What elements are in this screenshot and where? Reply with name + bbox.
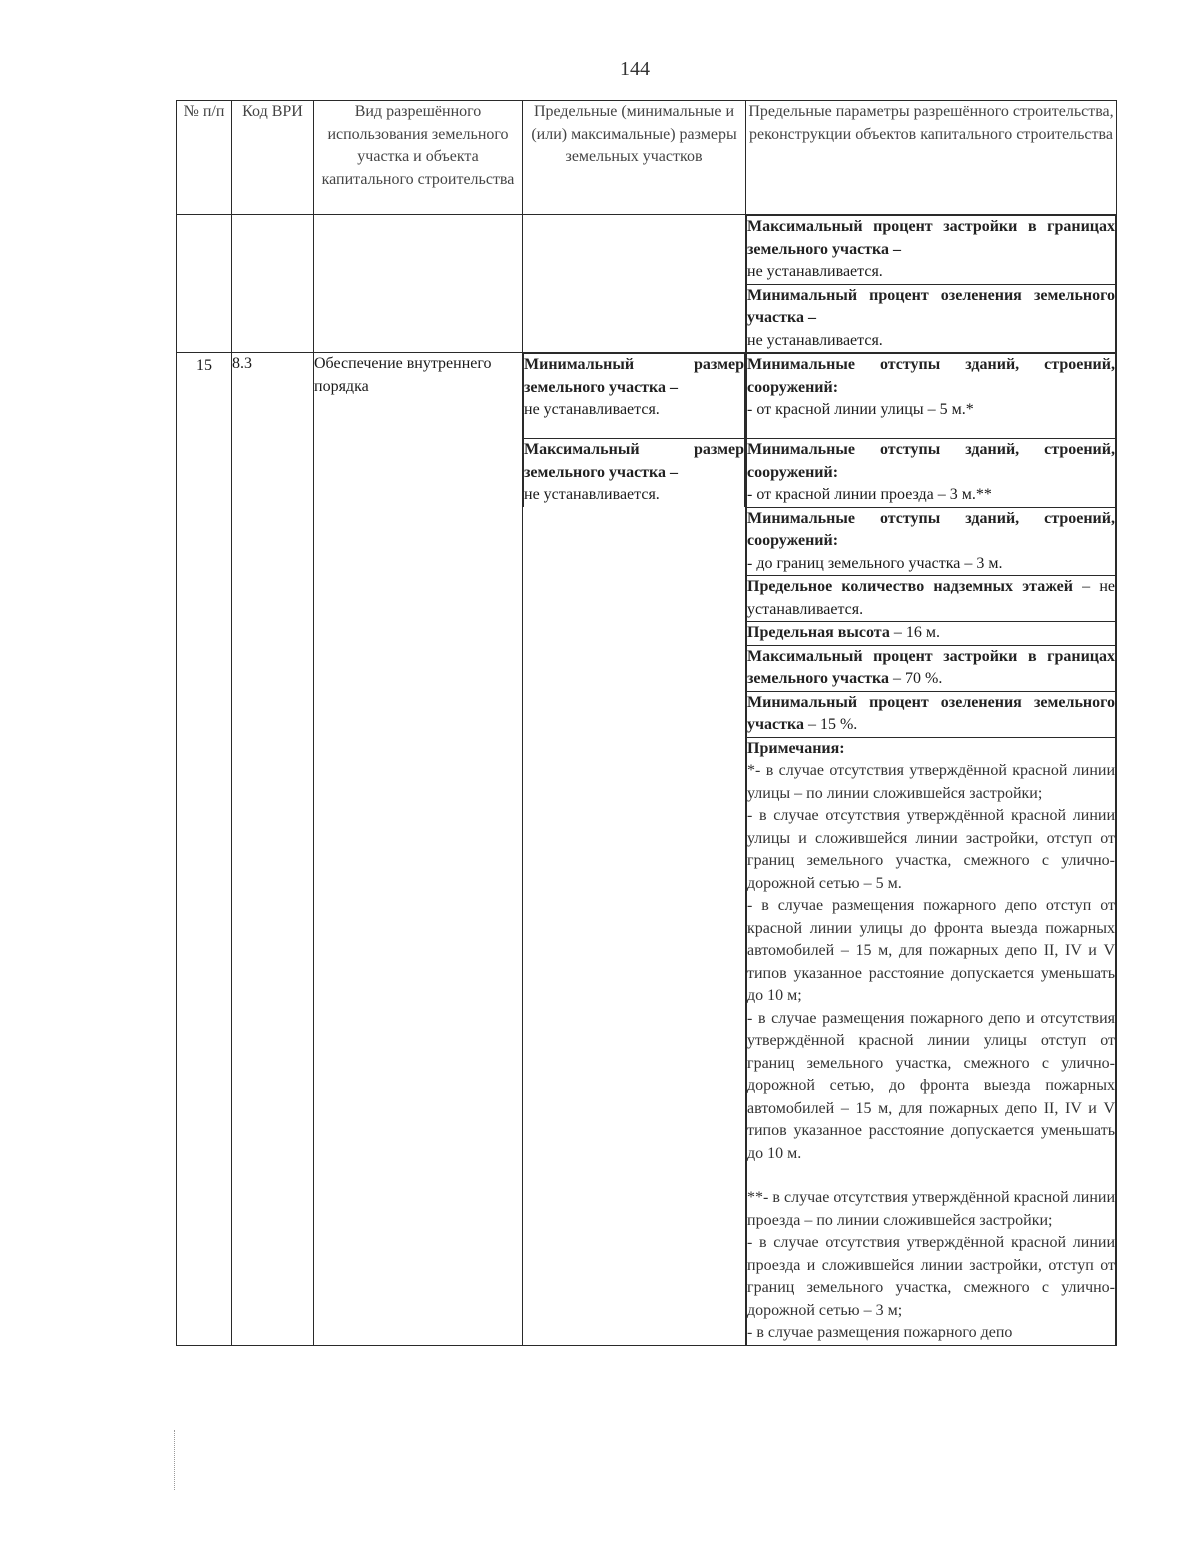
size-label: Минимальный размер земельного участка – <box>524 356 744 396</box>
param-cell <box>747 622 1116 646</box>
header-vid: Вид разрешённого использования земельного участка и объекта капитального строительства <box>314 101 523 215</box>
header-code: Код ВРИ <box>232 101 314 215</box>
param-label: Минимальные отступы зданий, строений, сооружений: <box>747 356 1115 396</box>
note-item: - в случае размещения пожарного депо и отсутствия утверждённой красной линии улицы отступ от границ земельного участка, смежного с улично-дорожной сетью, до фронта выезда пожарных автомобилей – 15 м, для пожарных депо II, IV и V типов указанное расстояние допускается уменьшать до 10 м. <box>747 1009 1115 1162</box>
param-cell <box>747 691 1116 737</box>
param-value: - от красной линии улицы – 5 м.* <box>747 401 974 418</box>
param-cell <box>747 439 1116 508</box>
continuation-row <box>177 215 1117 353</box>
size-value: не устанавливается. <box>524 401 660 418</box>
scan-margin-mark <box>174 1430 176 1490</box>
param-cell <box>747 645 1116 691</box>
param-value: - от красной линии проезда – 3 м.** <box>747 486 992 503</box>
param-label: Минимальные отступы зданий, строений, сооружений: <box>747 441 1115 481</box>
param-value: не устанавливается. <box>747 263 883 280</box>
regulations-table <box>176 100 1117 1346</box>
note-item: - в случае размещения пожарного депо отступ от красной линии улицы до фронта выезда пожарных автомобилей – 15 м, для пожарных депо II, IV и V типов указанное расстояние допускается уменьшать до 10 м; <box>747 897 1115 1004</box>
param-label: Минимальный процент озеленения земельного участка – <box>747 286 1115 326</box>
param-cell <box>747 576 1116 622</box>
param-cell <box>747 507 1116 576</box>
note-item: **- в случае отсутствия утверждённой красной линии проезда – по линии сложившейся застройки; <box>747 1189 1115 1229</box>
param-value: не устанавливается. <box>747 331 883 349</box>
header-num: № п/п <box>177 101 232 215</box>
size-value: не устанавливается. <box>524 486 660 503</box>
row-number: 15 <box>177 353 232 1346</box>
notes-cell <box>747 737 1116 1345</box>
page-number: 144 <box>620 58 650 80</box>
header-params: Предельные параметры разрешённого строительства, реконструкции объектов капитального строительства <box>746 101 1117 215</box>
table-row <box>177 353 1117 1346</box>
row-vid: Обеспечение внутреннего порядка <box>314 353 523 1346</box>
note-item: - в случае отсутствия утверждённой красной линии улицы и сложившейся линии застройки, отступ от границ земельного участка, смежного с улично-дорожной сетью – 5 м. <box>747 807 1115 892</box>
param-label: Минимальный процент озеленения земельного участка <box>747 693 1115 733</box>
param-value: - до границ земельного участка – 3 м. <box>747 554 1003 572</box>
size-label: Максимальный размер земельного участка – <box>524 441 744 481</box>
param-value: – не устанавливается. <box>747 578 1115 618</box>
param-label: Минимальные отступы зданий, строений, сооружений: <box>747 509 1115 549</box>
note-item: - в случае отсутствия утверждённой красной линии проезда и сложившейся линии застройки, отступ от границ земельного участка, смежного с улично-дорожной сетью – 3 м; <box>747 1234 1115 1319</box>
size-cell <box>524 439 745 507</box>
param-label: Максимальный процент застройки в границах земельного участка <box>747 647 1115 687</box>
header-sizes: Предельные (минимальные и (или) максимальные) размеры земельных участков <box>523 101 746 215</box>
param-label: Максимальный процент застройки в границах земельного участка – <box>747 218 1115 258</box>
param-value: – 70 %. <box>889 670 943 687</box>
note-item: *- в случае отсутствия утверждённой красной линии улицы – по линии сложившейся застройки; <box>747 762 1115 802</box>
param-cell <box>747 216 1116 285</box>
param-label: Предельное количество надземных этажей <box>747 578 1073 595</box>
param-cell <box>747 354 1116 439</box>
param-cell <box>747 284 1116 352</box>
size-cell <box>524 354 745 439</box>
note-item: - в случае размещения пожарного депо <box>747 1324 1013 1341</box>
param-value: – 15 %. <box>803 716 858 733</box>
note-spacer <box>747 1165 1115 1187</box>
notes-title: Примечания: <box>747 739 845 757</box>
param-label: Предельная высота <box>747 624 890 641</box>
param-value: – 16 м. <box>889 624 940 641</box>
row-code: 8.3 <box>232 353 314 1346</box>
table-header-row <box>177 101 1117 215</box>
